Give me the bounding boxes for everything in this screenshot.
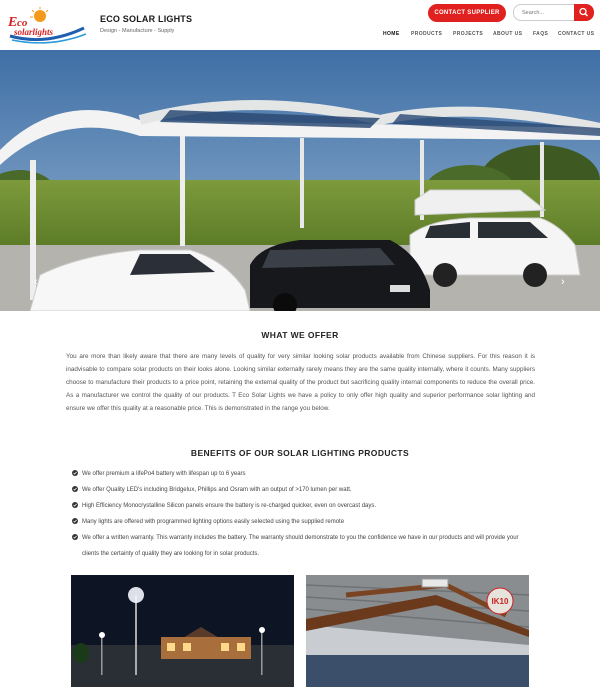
search-input[interactable] [513,4,575,21]
check-circle-icon [72,534,78,540]
nav-about-us[interactable]: ABOUT US [493,31,523,37]
main-nav [383,31,598,41]
nav-projects[interactable]: PROJECTS [453,31,484,37]
project-thumbnail-canopy-light[interactable] [306,575,529,687]
search-button[interactable] [574,4,594,21]
ik10-badge: IK10 [491,597,509,606]
site-title: ECO SOLAR LIGHTS [100,14,193,24]
site-header [0,0,600,50]
site-tagline: Design - Manufacture - Supply [100,28,175,34]
offer-paragraph: You are more than likely aware that there are many levels of quality for very similar looking solar products available from Chinese suppliers. For this reason it is inadvisable to compare solar products on their looks alone. Looking similar externally rarely means they are the same quality internally, where it counts. Many suppliers choose to manufacture their products to a price point, retaining the external quality of the product but sacrificing quality internal components to reduce the overall price. As a manufacturer we control the quality of our products. T Eco Solar Lights we have a policy to only offer high quality and superior performance solar lighting and ensure we offer this quality at a reasonable price. This is demonstrated in the range you below. [66,353,535,412]
svg-text:solarlights: solarlights [14,27,54,37]
canopy-lighting-image [306,575,529,687]
check-circle-icon [72,486,78,492]
list-item [72,498,532,514]
benefits-heading: BENEFITS OF OUR SOLAR LIGHTING PRODUCTS [190,448,410,458]
benefit-text: We offer Quality LED's including Bridgelux, Phillips and Osram with an output of >170 lumen per watt. [82,487,352,493]
project-thumbnail-night-parking[interactable] [71,575,294,687]
list-item [72,530,532,562]
nav-faqs[interactable]: FAQS [533,31,549,37]
list-item [72,466,532,482]
benefit-text: Many lights are offered with programmed lighting options easily selected using the supplied remote [82,519,345,525]
check-circle-icon [72,502,78,508]
nav-contact-us[interactable]: CONTACT US [558,31,595,37]
nav-products[interactable]: PRODUCTS [411,31,443,37]
slider-next-arrow-icon[interactable]: › [561,276,565,288]
svg-text:co: co [17,17,28,29]
contact-supplier-button[interactable]: CONTACT SUPPLIER [428,4,506,22]
nav-home[interactable]: HOME [383,31,400,37]
check-circle-icon [72,518,78,524]
list-item [72,482,532,498]
benefits-list [72,466,532,562]
check-circle-icon [72,470,78,476]
benefit-text: High Efficiency Monocrystalline Silicon panels ensure the battery is re-charged quicker, even on overcast days. [82,503,377,509]
site-logo[interactable] [6,6,88,44]
svg-text:E: E [8,15,18,30]
slide-image-solar-carport [0,50,600,311]
list-item [72,514,532,530]
offer-heading: WHAT WE OFFER [261,330,339,340]
night-lighting-image [71,575,294,687]
hero-slider[interactable] [0,50,600,311]
search-icon [574,4,594,21]
benefit-text: We offer a written warranty. This warranty includes the battery. The warranty should demonstrate to you the confidence we have in our products and will provide your clients the certainty of quality they are looking for in solar products. [82,535,519,557]
slider-prev-arrow-icon[interactable]: ‹ [34,276,38,288]
search-form [513,4,594,21]
benefit-text: We offer premium a lifePo4 battery with lifespan up to 6 years [82,471,246,477]
